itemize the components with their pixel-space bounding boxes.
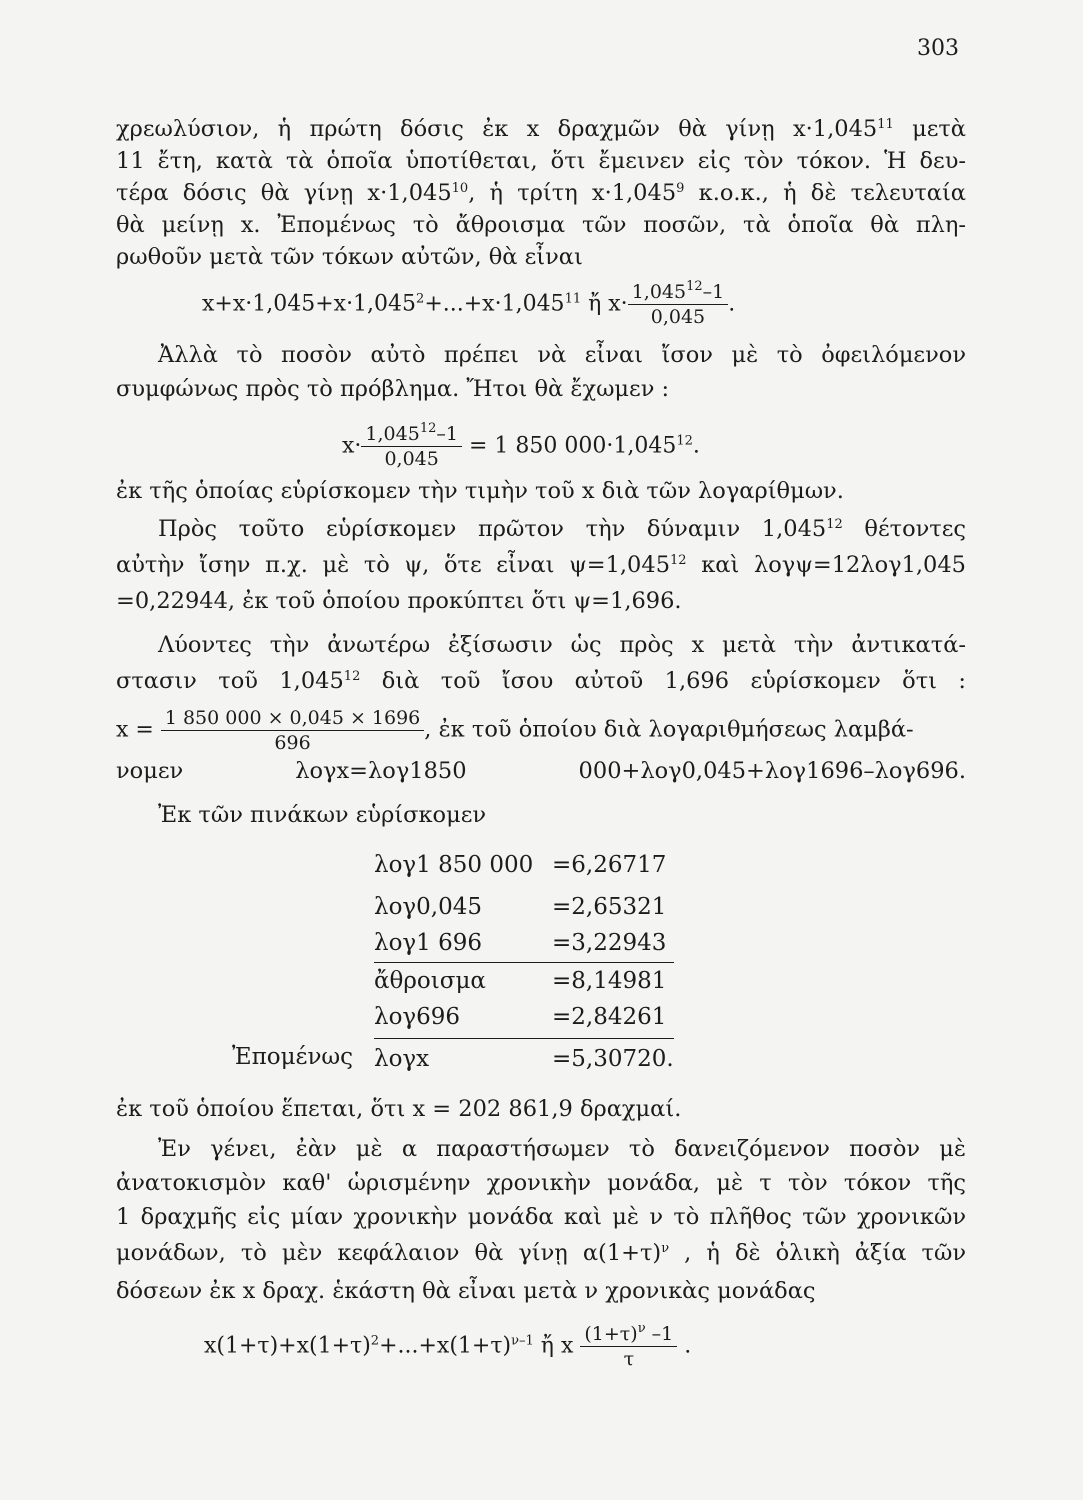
text-line: Λύοντες τὴν ἀνωτέρω ἐξίσωσιν ὡς πρὸς x μετὰ τὴν ἀντικατά-	[158, 632, 966, 658]
text-line: μονάδων, τὸ μὲν κεφάλαιον θὰ γίνῃ $\alpha(1+\tau)^\nu$ , ἡ δὲ ὁλικὴ ἀξία τῶν	[116, 1240, 966, 1266]
page-number: 303	[917, 36, 959, 61]
fraction: $\frac{1,045^{12}-1}{0,045}$	[361, 422, 462, 471]
text-line: 11 ἔτη, κατὰ τὰ ὁποῖα ὑποτίθεται, ὅτι ἔμεινεν εἰς τὸν τόκον. Ἡ δευ-	[116, 148, 966, 174]
general-formula: $x(1+\tau)+x(1+\tau)^2+...+x(1+\tau)^{\nu-1}$ ἤ x $\frac{(1+\tau)^\nu -1}{\tau}$ .	[204, 1321, 692, 1370]
text-line: χρεωλύσιον, ἡ πρώτη δόσις ἐκ x δραχμῶν θὰ γίνῃ $x\cdot 1,045^{11}$ μετὰ	[116, 116, 967, 142]
text-line: στασιν τοῦ 1,045$^{12}$ διὰ τοῦ ἴσου αὐτοῦ 1,696 εὑρίσκομεν ὅτι :	[116, 668, 966, 694]
text-line: =0,22944, ἐκ τοῦ ὁποίου προκύπτει ὅτι ψ=1,696.	[116, 588, 682, 614]
log-row: λογx =5,30720.	[374, 1046, 674, 1072]
text-line: Ἐκ τῶν πινάκων εὑρίσκομεν	[158, 802, 487, 828]
text-line: ἐκ τῆς ὁποίας εὑρίσκομεν τὴν τιμὴν τοῦ x διὰ τῶν λογαρίθμων.	[116, 478, 844, 504]
text-line: τέρα δόσις θὰ γίνῃ $x\cdot 1,045^{10}$, ἡ τρίτη $x\cdot 1,045^9$ κ.ο.κ., ἡ δὲ τελευταία	[116, 180, 966, 206]
x-equation: x = $\frac{1 850 000 \times 0,045 \times 1696}{696}$ , ἐκ τοῦ ὁποίου διὰ λογαριθμήσεως λαμβά-	[116, 707, 914, 754]
text-line: αὐτὴν ἴσην π.χ. μὲ τὸ ψ, ὅτε εἶναι $\psi=1,045^{12}$ καὶ λογψ=12λογ1,045	[116, 552, 966, 578]
text-line: θὰ μείνῃ x. Ἐπομένως τὸ ἄθροισμα τῶν ποσῶν, τὰ ὁποῖα θὰ πλη-	[116, 212, 966, 238]
difference-rule	[374, 1038, 674, 1039]
text-line: ἐκ τοῦ ὁποίου ἕπεται, ὅτι x = 202 861,9 δραχμαί.	[116, 1096, 682, 1122]
fraction: $\frac{(1+\tau)^\nu -1}{\tau}$	[580, 1322, 677, 1371]
text-line: νομεν λογx=λογ1850 000+λογ0,045+λογ1696–λογ696.	[116, 758, 966, 784]
fraction: $\frac{1 850 000 \times 0,045 \times 1696}{696}$	[161, 706, 424, 755]
log-row: ἄθροισμα =8,14981	[374, 968, 667, 994]
text-line: Πρὸς τοῦτο εὑρίσκομεν πρῶτον τὴν δύναμιν 1,045$^{12}$ θέτοντες	[158, 516, 967, 542]
sum-formula: $x+x\cdot 1,045+x\cdot 1,045^2+...+x\cdot 1,045^{11}$ ἤ x· $\frac{1,045^{12}-1}{0,045}$ .	[202, 279, 736, 328]
fraction: $\frac{1,045^{12}-1}{0,045}$	[628, 280, 729, 329]
log-row: λογ0,045 =2,65321	[374, 894, 667, 920]
text-line: ρωθοῦν μετὰ τῶν τόκων αὐτῶν, θὰ εἶναι	[116, 244, 583, 270]
equation: x· $\frac{1,045^{12}-1}{0,045}$ = 1 850 $000\cdot 1,045^{12}$.	[342, 421, 700, 470]
text-line: συμφώνως πρὸς τὸ πρόβλημα. Ἤτοι θὰ ἔχωμεν :	[116, 376, 670, 402]
text-line: δόσεων ἐκ x δραχ. ἑκάστη θὰ εἶναι μετὰ ν χρονικὰς μονάδας	[116, 1278, 816, 1304]
text-line: Ἀλλὰ τὸ ποσὸν αὐτὸ πρέπει νὰ εἶναι ἴσον μὲ τὸ ὀφειλόμενον	[158, 342, 966, 368]
text-line: 1 δραχμῆς εἰς μίαν χρονικὴν μονάδα καὶ μὲ ν τὸ πλῆθος τῶν χρονικῶν	[116, 1204, 966, 1230]
text-line: ἀνατοκισμὸν καθ' ὡρισμένην χρονικὴν μονάδα, μὲ τ τὸν τόκον τῆς	[116, 1170, 966, 1196]
text-line: Ἐν γένει, ἐὰν μὲ α παραστήσωμεν τὸ δανειζόμενον ποσὸν μὲ	[158, 1136, 966, 1162]
log-row: λογ696 =2,84261	[374, 1004, 667, 1030]
result-prefix: Ἐπομένως	[232, 1044, 354, 1070]
log-row: λογ1 696 =3,22943	[374, 930, 667, 956]
log-row: λογ1 850 000 =6,26717	[374, 852, 667, 878]
sum-rule	[374, 962, 674, 963]
